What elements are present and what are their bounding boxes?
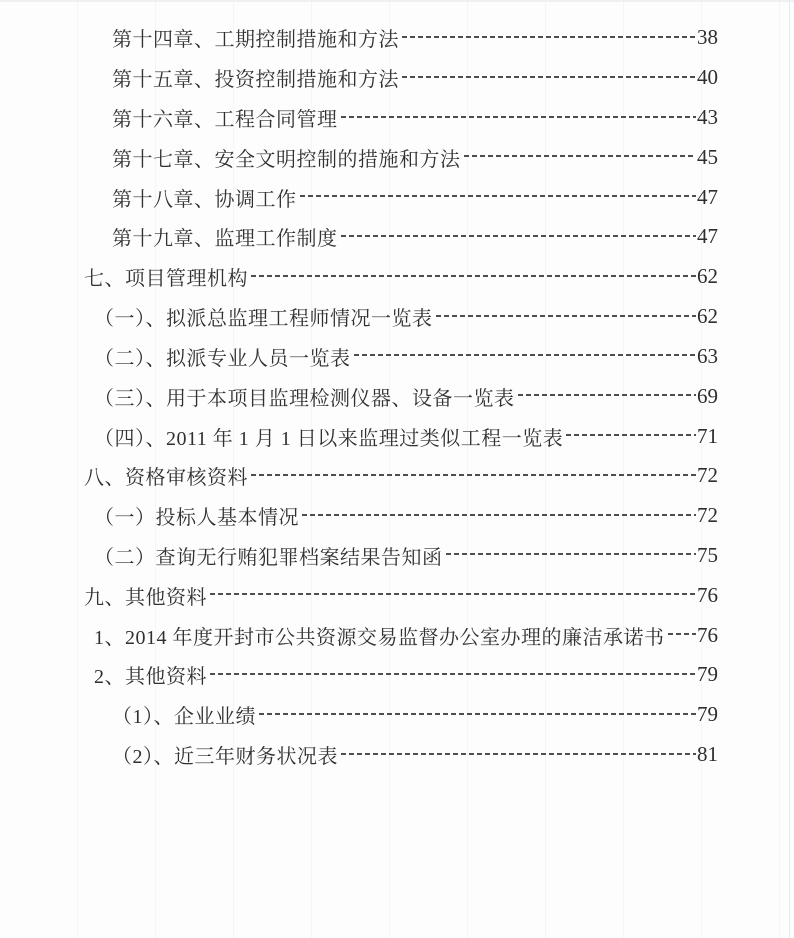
toc-entry <box>0 496 794 536</box>
toc-entry <box>0 615 794 655</box>
toc-entry-title: （三）、用于本项目监理检测仪器、设备一览表 <box>94 387 515 410</box>
toc-leader-dashes <box>302 514 696 516</box>
toc-leader-dashes <box>210 593 696 595</box>
toc-leader-dashes <box>668 633 697 635</box>
toc-leader-dashes <box>341 235 697 237</box>
toc-entry-title: 2、其他资料 <box>94 666 207 689</box>
toc-entry-title: 第十五章、投资控制措施和方法 <box>112 69 399 92</box>
toc-entry <box>0 456 794 496</box>
toc-leader-dashes <box>341 116 697 118</box>
toc-page-number: 63 <box>697 343 718 368</box>
toc-entry-title: 第十八章、协调工作 <box>112 188 297 211</box>
toc-leader-dashes <box>300 195 697 197</box>
toc-page-number: 75 <box>697 542 718 567</box>
toc-entry-title: 1、2014 年度开封市公共资源交易监督办公室办理的廉洁承诺书 <box>94 626 665 649</box>
toc-page-number: 71 <box>697 423 718 448</box>
toc-entry <box>0 416 794 456</box>
toc-entry <box>0 217 794 257</box>
toc-entry <box>0 655 794 695</box>
toc-page-number: 72 <box>697 503 718 528</box>
toc-leader-dashes <box>518 394 697 396</box>
toc-entry-title: 第十四章、工期控制措施和方法 <box>112 29 399 52</box>
toc-leader-dashes <box>251 474 696 476</box>
toc-page-number: 47 <box>697 224 718 249</box>
toc-leader-dashes <box>566 434 696 436</box>
toc-entry <box>0 695 794 735</box>
toc-entry-title: （四）、2011 年 1 月 1 日以来监理过类似工程一览表 <box>94 427 564 450</box>
toc-page-number: 79 <box>697 662 718 687</box>
toc-leader-dashes <box>464 155 697 157</box>
toc-leader-dashes <box>259 713 696 715</box>
toc-entry <box>0 177 794 217</box>
toc-entry-title: 七、项目管理机构 <box>84 268 248 291</box>
toc-entry <box>0 58 794 98</box>
toc-leader-dashes <box>341 753 696 755</box>
toc-page-number: 62 <box>697 264 718 289</box>
toc-page-number: 38 <box>697 25 718 50</box>
toc-entry <box>0 376 794 416</box>
toc-entry-title: 第十七章、安全文明控制的措施和方法 <box>112 148 461 171</box>
toc-leader-dashes <box>210 673 696 675</box>
toc-page-number: 76 <box>697 582 718 607</box>
toc-entry <box>0 575 794 615</box>
toc-entry-title: （2）、近三年财务状况表 <box>112 746 338 769</box>
toc-leader-dashes <box>402 76 696 78</box>
toc-leader-dashes <box>251 275 696 277</box>
toc-entry <box>0 137 794 177</box>
toc-entry-title: 第十九章、监理工作制度 <box>112 228 338 251</box>
toc-leader-dashes <box>436 315 697 317</box>
toc-entry-title: 第十六章、工程合同管理 <box>112 109 338 132</box>
toc-page-number: 76 <box>697 622 718 647</box>
toc-page-number: 81 <box>697 742 718 767</box>
toc-entry-title: （1）、企业业绩 <box>112 706 256 729</box>
toc-entry <box>0 735 794 775</box>
toc-page-number: 72 <box>697 463 718 488</box>
toc-entry-title: 八、资格审核资料 <box>84 467 248 490</box>
toc-page-number: 79 <box>697 702 718 727</box>
toc-entry <box>0 98 794 138</box>
toc-entry <box>0 337 794 377</box>
toc-entry-title: （一）投标人基本情况 <box>94 507 299 530</box>
toc-entry-title: （一）、拟派总监理工程师情况一览表 <box>94 308 433 331</box>
toc-page-number: 47 <box>697 184 718 209</box>
page-top-edge-line <box>0 0 794 2</box>
toc-page-number: 45 <box>697 144 718 169</box>
toc-entry <box>0 18 794 58</box>
toc-leader-dashes <box>446 553 697 555</box>
toc-entry <box>0 257 794 297</box>
toc-entry-title: （二）查询无行贿犯罪档案结果告知函 <box>94 546 443 569</box>
table-of-contents <box>0 18 794 774</box>
toc-page-number: 69 <box>697 383 718 408</box>
toc-entry <box>0 536 794 576</box>
toc-page-number: 43 <box>697 105 718 130</box>
toc-entry <box>0 297 794 337</box>
toc-entry-title: （二）、拟派专业人员一览表 <box>94 347 351 370</box>
toc-entry-title: 九、其他资料 <box>84 586 207 609</box>
toc-leader-dashes <box>402 36 696 38</box>
toc-page-number: 40 <box>697 65 718 90</box>
toc-page-number: 62 <box>697 304 718 329</box>
toc-leader-dashes <box>354 354 697 356</box>
